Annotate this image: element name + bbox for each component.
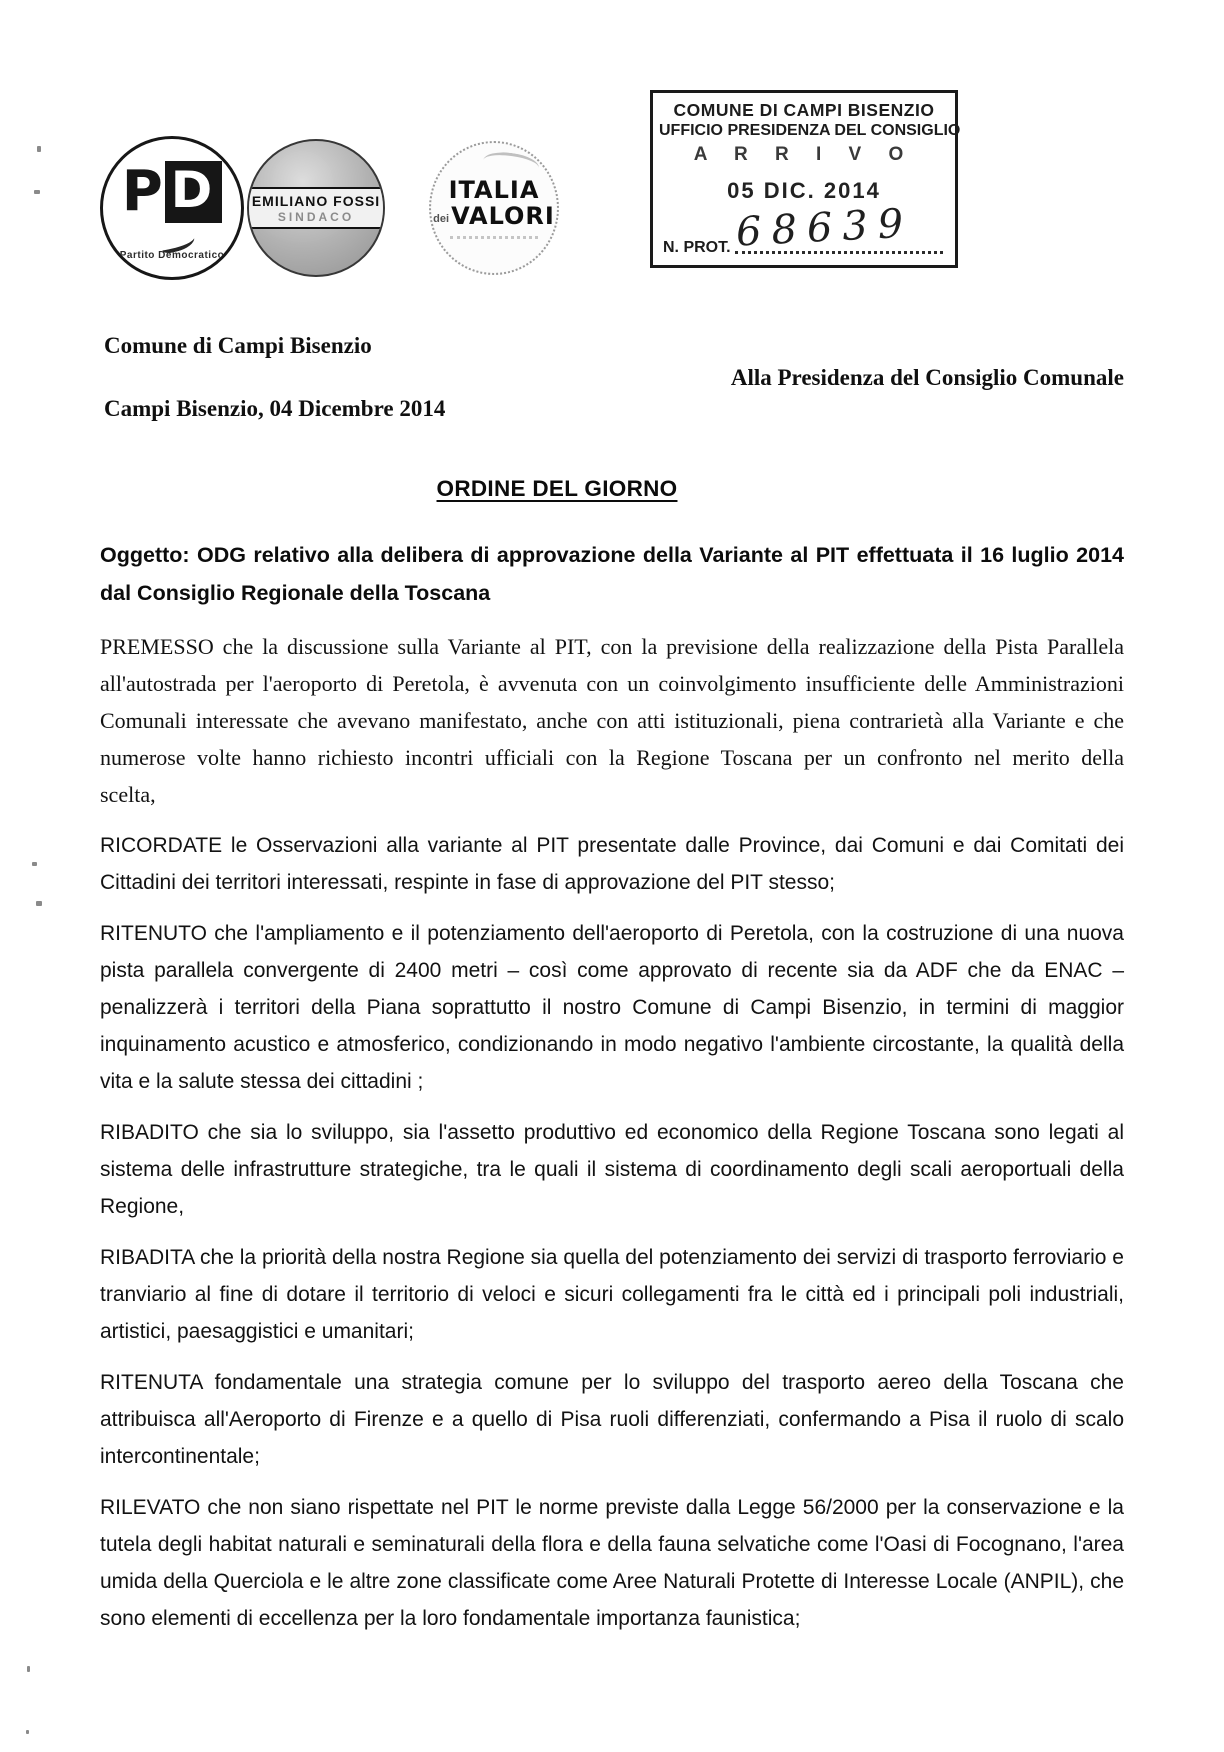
- stamp-office-line2: UFFICIO PRESIDENZA DEL CONSIGLIO: [659, 122, 961, 139]
- scan-speck: [37, 146, 41, 152]
- subject-line: Oggetto: ODG relativo alla delibera di approvazione della Variante al PIT effettuata il 16 luglio 2014 dal Consiglio Regionale della Toscana: [100, 543, 1124, 605]
- stamp-protocol-label: N. PROT.: [663, 239, 731, 256]
- emiliano-fossi-logo: [247, 139, 385, 277]
- stamp-office-line1: COMUNE DI CAMPI BISENZIO: [673, 100, 935, 120]
- paragraph-rilevato: RILEVATO che non siano rispettate nel PIT le norme previste dalla Legge 56/2000 per la conservazione e la tutela degli habitat naturali e seminaturali della flora e della fauna selvatiche come l'Oasi di Focognano, l'area umida della Querciola e le altre zone classificate come Aree Naturali Protette di Interesse Locale (ANPIL), che sono elementi di eccellenza per la loro fondamentale importanza faunistica;: [100, 1496, 1124, 1630]
- idv-logo-prefix: dei: [433, 212, 450, 225]
- document-title: ORDINE DEL GIORNO: [436, 476, 678, 501]
- scan-speck: [26, 1730, 29, 1734]
- idv-globe-swoosh-icon: [482, 149, 541, 179]
- pd-logo-subtitle: Partito Democratico: [119, 249, 225, 261]
- sender-name: Comune di Campi Bisenzio: [104, 333, 372, 358]
- paragraph-ribadito: RIBADITO che sia lo sviluppo, sia l'assetto produttivo ed economico della Regione Toscana sono legati al sistema delle infrastrutture strategiche, tra le quali il sistema di coordinamento degli scali aeroportuali della Regione,: [100, 1121, 1124, 1218]
- scan-speck: [32, 862, 37, 866]
- idv-logo-title: ITALIA: [448, 175, 540, 204]
- fossi-logo-band: [249, 187, 383, 229]
- recipient-line: Alla Presidenza del Consiglio Comunale: [730, 365, 1124, 390]
- place-and-date: Campi Bisenzio, 04 Dicembre 2014: [104, 396, 446, 421]
- paragraph-ribadita: RIBADITA che la priorità della nostra Regione sia quella del potenziamento dei servizi di trasporto ferroviario e tranviario al fine di dotare il territorio di veloci e sicuri collegamenti fra le città ed i principali poli industriali, artistici, paesaggistici e umanitari;: [100, 1246, 1124, 1343]
- fossi-logo-name: EMILIANO FOSSI: [251, 193, 381, 209]
- scan-speck: [34, 190, 40, 194]
- stamp-dotted-line: [735, 251, 943, 254]
- idv-logo-base-line: [450, 236, 538, 239]
- paragraph-ricordate: RICORDATE le Osservazioni alla variante al PIT presentate dalle Province, dai Comuni e dai Comitati dei Cittadini dei territori interessati, respinte in fase di approvazione del PIT stesso;: [100, 834, 1124, 894]
- stamp-arrival-date: 05 DIC. 2014: [727, 178, 881, 203]
- fossi-logo-role: SINDACO: [277, 210, 355, 224]
- pd-party-logo: [100, 136, 244, 280]
- protocol-arrival-stamp: [650, 90, 961, 268]
- scan-speck: [27, 1666, 30, 1672]
- idv-logo-subtitle: VALORI: [451, 201, 555, 230]
- paragraph-ritenuto: RITENUTO che l'ampliamento e il potenziamento dell'aeroporto di Peretola, con la costruzione di una nuova pista parallela convergente di 2400 metri – così come approvato di recente sia da ADF che da ENAC – penalizzerà i territori della Piana soprattutto il nostro Comune di Campi Bisenzio, in termini di maggior inquinamento acustico e atmosferico, condizionando in modo negativo l'ambiente circostante, la qualità della vita e la salute stessa dei cittadini ;: [100, 922, 1124, 1093]
- stamp-handwritten-protocol-number: 68639: [734, 200, 915, 256]
- paragraph-ritenuta: RITENUTA fondamentale una strategia comune per lo sviluppo del trasporto aereo della Toscana che attribuisca all'Aeroporto di Firenze e a quello di Pisa ruoli differenziati, confermando a Pisa il ruolo di scalo intercontinentale;: [100, 1371, 1124, 1468]
- paragraph-premesso: PREMESSO che la discussione sulla Variante al PIT, con la previsione della realizzazione della Pista Parallela all'autostrada per l'aeroporto di Peretola, è avvenuta con un coinvolgimento insufficiente delle Amministrazioni Comunali interessate che avevano manifestato, anche con atti istituzionali, piena contrarietà alla Variante e che numerose volte hanno richiesto incontri ufficiali con la Regione Toscana per un confronto nel merito della scelta,: [100, 634, 1124, 807]
- pd-logo-mark: [122, 156, 223, 228]
- document-body: [100, 476, 1124, 1651]
- pd-letter-d: D: [165, 161, 223, 223]
- pd-letter-p: P: [121, 158, 163, 224]
- italia-dei-valori-logo: [429, 141, 559, 275]
- party-logos-row: [100, 136, 559, 280]
- stamp-arrivo-label: A R R I V O: [693, 144, 915, 165]
- idv-logo-line2: [433, 201, 555, 230]
- stamp-protocol-line: [663, 239, 943, 257]
- scan-speck: [36, 901, 42, 906]
